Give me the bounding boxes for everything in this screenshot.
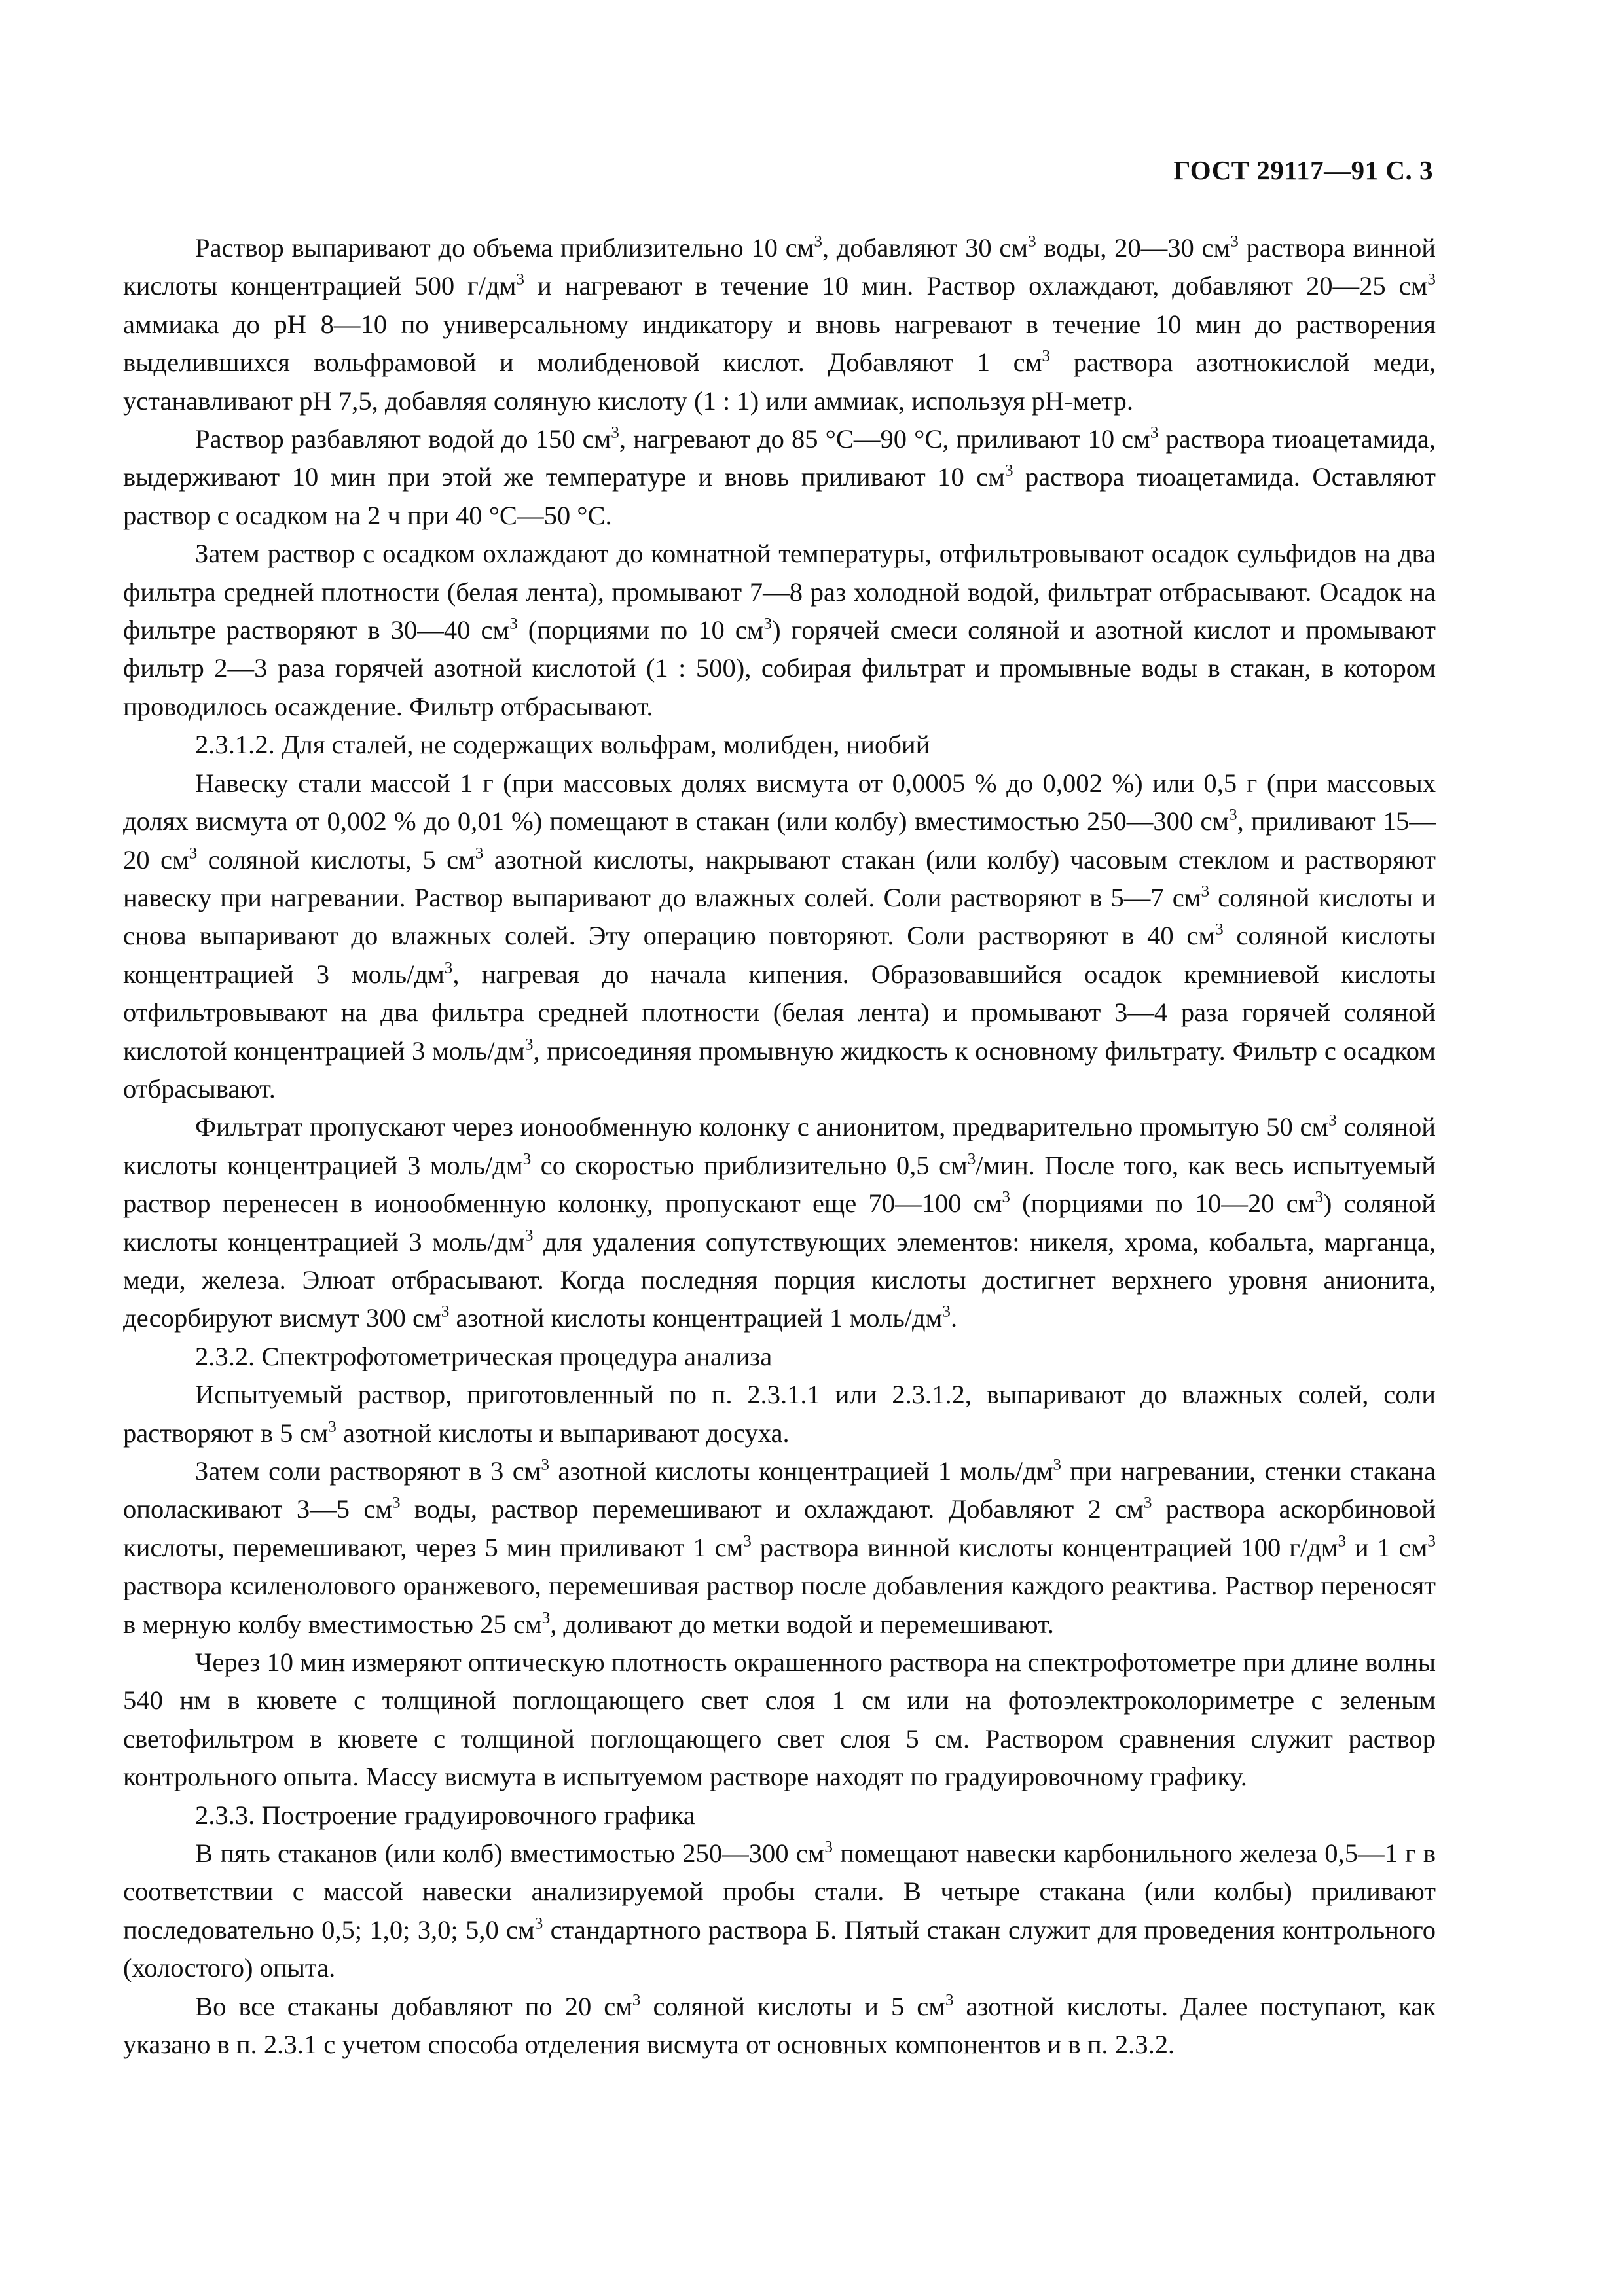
text-run: /мин. После того, как весь испытуемый раствор перенесен в ионообменную колонку, пропускают еще 70—100 см	[123, 1150, 1436, 1219]
superscript: 3	[189, 844, 198, 862]
text-run: , присоединяя промывную жидкость к основному фильтрату. Фильтр с осадком отбрасывают.	[123, 1035, 1436, 1103]
text-run: соляной кислоты концентрацией 3 моль/дм	[123, 1112, 1436, 1180]
superscript: 3	[1053, 1456, 1061, 1474]
superscript: 3	[534, 1914, 543, 1933]
superscript: 3	[509, 615, 518, 633]
document-body	[123, 229, 1436, 2064]
text-run: Через 10 мин измеряют оптическую плотность окрашенного раствора на спектрофотометре при длине волны 540 нм в кювете с толщиной поглощающего свет слоя 1 см или на фотоэлектроколориметре с зеленым светофильтром в кювете с толщиной поглощающего свет слоя 5 см. Раствором сравнения служит раствор контрольного опыта. Массу висмута в испытуемом растворе находят по градуировочному графику.	[123, 1647, 1436, 1792]
text-run: при нагревании, стенки стакана ополаскивают 3—5 см	[123, 1456, 1436, 1524]
superscript: 3	[743, 1532, 752, 1551]
text-run: азотной кислоты. Далее поступают, как указано в п. 2.3.1 с учетом способа отделения висмута от основных компонентов и в п. 2.3.2.	[123, 1991, 1436, 2060]
text-run: Во все стаканы добавляют по 20 см	[195, 1991, 632, 2021]
paragraph	[123, 764, 1436, 1109]
text-run: раствора азотнокислой меди, устанавливают pH 7,5, добавляя соляную кислоту (1 : 1) или аммиак, используя pH-метр.	[123, 348, 1436, 416]
text-run: ) горячей смеси соляной и азотной кислот и промывают фильтр 2—3 раза горячей азотной кислотой (1 : 500), собирая фильтрат и промывные воды в стакан, в котором проводилось осаждение. Фильтр отбрасывают.	[123, 615, 1436, 721]
text-run: и нагревают в течение 10 мин. Раствор охлаждают, добавляют 20—25 см	[524, 271, 1428, 301]
superscript: 3	[541, 1456, 549, 1474]
text-run: , нагревая до начала кипения. Образовавшийся осадок кремниевой кислоты отфильтровывают на два фильтра средней плотности (белая лента) и промывают 3—4 раза горячей соляной кислотой концентрацией 3 моль/дм	[123, 959, 1436, 1066]
superscript: 3	[814, 232, 822, 251]
text-run: азотной кислоты концентрацией 1 моль/дм	[549, 1456, 1053, 1486]
text-run: соляной кислоты, 5 см	[197, 844, 475, 874]
superscript: 3	[1328, 1111, 1337, 1130]
paragraph	[123, 1835, 1436, 1988]
text-run: раствора винной кислоты концентрацией 500 г/дм	[123, 233, 1436, 301]
superscript: 3	[392, 1494, 401, 1512]
text-run: стандартного раствора Б. Пятый стакан служит для проведения контрольного (холостого) опыта.	[123, 1914, 1436, 1983]
paragraph	[123, 1376, 1436, 1452]
superscript: 3	[1427, 1532, 1436, 1551]
superscript: 3	[1315, 1188, 1323, 1206]
text-run: воды, раствор перемешивают и охлаждают. Добавляют 2 см	[400, 1494, 1144, 1524]
superscript: 3	[1427, 270, 1436, 289]
superscript: 3	[524, 1035, 534, 1053]
superscript: 3	[632, 1991, 641, 2009]
paragraph	[123, 1108, 1436, 1337]
superscript: 3	[1230, 232, 1239, 251]
superscript: 3	[942, 1302, 951, 1321]
text-run: соляной кислоты и снова выпаривают до влажных солей. Эту операцию повторяют. Соли растворяют в 40 см	[123, 882, 1436, 951]
superscript: 3	[1002, 1188, 1010, 1206]
text-run: 2.3.2. Спектрофотометрическая процедура анализа	[195, 1341, 773, 1371]
superscript: 3	[967, 1150, 976, 1168]
text-run: Раствор разбавляют водой до 150 см	[195, 424, 611, 454]
paragraph	[123, 420, 1436, 535]
paragraph	[123, 1643, 1436, 1797]
superscript: 3	[1229, 806, 1237, 824]
text-run: Навеску стали массой 1 г (при массовых долях висмута от 0,0005 % до 0,002 %) или 0,5 г (при массовых долях висмута от 0,002 % до 0,01 %) помещают в стакан (или колбу) вместимостью 250—300 см	[123, 768, 1436, 836]
text-run: В пять стаканов (или колб) вместимостью 250—300 см	[195, 1839, 825, 1869]
superscript: 3	[611, 423, 619, 442]
superscript: 3	[475, 844, 484, 862]
text-run: раствора тиоацетамида. Оставляют раствор с осадком на 2 ч при 40 °С—50 °С.	[123, 462, 1436, 530]
superscript: 3	[524, 1226, 534, 1244]
text-run: Фильтрат пропускают через ионообменную колонку с анионитом, предварительно промытую 50 см	[195, 1112, 1329, 1142]
page-header: ГОСТ 29117—91 С. 3	[1173, 155, 1433, 185]
text-run: помещают навески карбонильного железа 0,5—1 г в соответствии с массой навески анализируемой пробы стали. В четыре стакана (или колбы) приливают последовательно 0,5; 1,0; 3,0; 5,0 см	[123, 1839, 1436, 1945]
text-run: аммиака до pH 8—10 по универсальному индикатору и вновь нагревают в течение 10 мин до растворения выделившихся вольфрамовой и молибденовой кислот. Добавляют 1 см	[123, 309, 1436, 378]
superscript: 3	[1143, 1494, 1152, 1512]
text-run: раствора ксиленолового оранжевого, перемешивая раствор после добавления каждого реактива. Раствор переносят в мерную колбу вместимостью 25 см	[123, 1571, 1436, 1639]
text-run: соляной кислоты и 5 см	[640, 1991, 945, 2021]
text-run: Затем соли растворяют в 3 см	[195, 1456, 541, 1486]
text-run: 2.3.3. Построение градуировочного графика	[195, 1800, 695, 1830]
text-run: азотной кислоты концентрацией 1 моль/дм	[449, 1303, 943, 1333]
superscript: 3	[1215, 920, 1224, 939]
superscript: 3	[824, 1838, 833, 1856]
text-run: для удаления сопутствующих элементов: никеля, хрома, кобальта, марганца, меди, железа. Элюат отбрасывают. Когда последняя порция кислоты достигнет верхнего уровня анионита, десорбируют висмут 300 см	[123, 1227, 1436, 1333]
text-run: Испытуемый раствор, приготовленный по п. 2.3.1.1 или 2.3.1.2, выпаривают до влажных солей, соли растворяют в 5 см	[123, 1380, 1436, 1448]
superscript: 3	[444, 959, 453, 977]
paragraph	[123, 229, 1436, 420]
paragraph	[123, 1988, 1436, 2064]
superscript: 3	[1150, 423, 1159, 442]
superscript: 3	[1201, 882, 1210, 901]
text-run: раствора аскорбиновой кислоты, перемешивают, через 5 мин приливают 1 см	[123, 1494, 1436, 1562]
superscript: 3	[1338, 1532, 1347, 1551]
superscript: 3	[1028, 232, 1036, 251]
text-run: , доливают до метки водой и перемешивают.	[550, 1609, 1054, 1639]
superscript: 3	[328, 1418, 337, 1435]
text-run: Затем раствор с осадком охлаждают до комнатной температуры, отфильтровывают осадок сульфидов на два фильтра средней плотности (белая лента), промывают 7—8 раз холодной водой, фильтрат отбрасывают. Осадок на фильтре растворяют в 30—40 см	[123, 539, 1436, 645]
paragraph	[123, 535, 1436, 726]
paragraph	[123, 726, 1436, 764]
paragraph	[123, 1452, 1436, 1643]
paragraph	[123, 1338, 1436, 1376]
text-run: 2.3.1.2. Для сталей, не содержащих вольфрам, молибден, ниобий	[195, 730, 930, 760]
text-run: соляной кислоты концентрацией 3 моль/дм	[123, 921, 1436, 989]
text-run: азотной кислоты и выпаривают досуха.	[336, 1418, 790, 1448]
text-run: раствора тиоацетамида, выдерживают 10 мин при этой же температуре и вновь приливают 10 см	[123, 424, 1436, 492]
text-run: , добавляют 30 см	[822, 233, 1029, 262]
text-run: .	[950, 1303, 958, 1333]
superscript: 3	[1004, 461, 1013, 480]
superscript: 3	[1042, 347, 1050, 365]
text-run: , нагревают до 85 °С—90 °С, приливают 10 см	[619, 424, 1150, 454]
superscript: 3	[541, 1609, 551, 1627]
text-run: азотной кислоты, накрывают стакан (или колбу) часовым стеклом и растворяют навеску при нагревании. Раствор выпаривают до влажных солей. Соли растворяют в 5—7 см	[123, 844, 1436, 912]
text-run: Раствор выпаривают до объема приблизительно 10 см	[195, 233, 814, 262]
superscript: 3	[763, 615, 773, 633]
text-run: со скоростью приблизительно 0,5 см	[531, 1150, 968, 1180]
text-run: ) соляной кислоты концентрацией 3 моль/дм	[123, 1189, 1436, 1257]
text-run: и 1 см	[1346, 1532, 1428, 1562]
superscript: 3	[945, 1991, 954, 2009]
paragraph	[123, 1797, 1436, 1835]
superscript: 3	[516, 270, 524, 289]
superscript: 3	[522, 1150, 532, 1168]
text-run: , приливают 15—20 см	[123, 806, 1436, 874]
text-run: раствора винной кислоты концентрацией 100 г/дм	[751, 1532, 1338, 1562]
text-run: (порциями по 10—20 см	[1010, 1189, 1315, 1219]
text-run: воды, 20—30 см	[1036, 233, 1231, 262]
superscript: 3	[441, 1302, 450, 1321]
text-run: (порциями по 10 см	[517, 615, 764, 645]
